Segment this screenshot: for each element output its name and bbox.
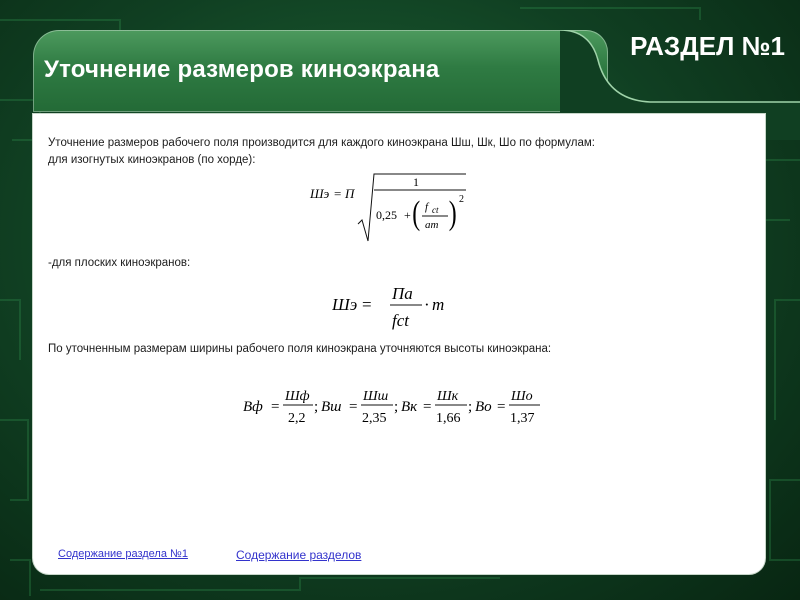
svg-text:Вш: Вш: [321, 399, 342, 415]
svg-text:;: ;: [468, 399, 473, 415]
formula-height-1: [243, 389, 318, 426]
formula-factor: П: [345, 186, 355, 201]
formula-dot: ·: [424, 295, 430, 314]
formula-num-sub: ct: [432, 205, 439, 215]
svg-text:;: ;: [314, 399, 319, 415]
formula-one: 1: [413, 175, 419, 189]
formula-eq: =: [362, 295, 372, 314]
svg-text:=: =: [497, 399, 506, 415]
formula-lhs: Шэ: [332, 295, 358, 314]
svg-text:Шк: Шк: [437, 389, 459, 404]
formula-lhs: Шэ: [310, 186, 330, 201]
svg-text:1,37: 1,37: [510, 411, 535, 426]
svg-text:2,2: 2,2: [288, 411, 306, 426]
formula-den: am: [425, 219, 439, 231]
svg-text:Вк: Вк: [401, 399, 418, 415]
svg-text:;: ;: [394, 399, 399, 415]
svg-text:1,66: 1,66: [436, 411, 461, 426]
formula-height-4: [475, 389, 540, 426]
height-caption: По уточненным размерам ширины рабочего поля киноэкрана уточняются высоты киноэкрана:: [48, 343, 552, 355]
formula-flat-screen: [332, 279, 452, 335]
formula-exp: 2: [459, 194, 464, 205]
svg-text:=: =: [271, 399, 280, 415]
svg-text:Шш: Шш: [363, 389, 389, 404]
flat-caption: -для плоских киноэкранов:: [48, 257, 191, 269]
all-sections-link[interactable]: Содержание разделов: [236, 548, 362, 562]
formula-const: 0,25: [376, 208, 397, 222]
section-contents-link[interactable]: Содержание раздела №1: [58, 548, 188, 560]
formula-paren-left: (: [412, 195, 421, 233]
formula-heights: [243, 386, 543, 428]
svg-text:Вф: Вф: [243, 399, 263, 415]
formula-paren-right: ): [448, 195, 457, 233]
curved-caption: для изогнутых киноэкранов (по хорде):: [48, 154, 256, 166]
svg-text:Шф: Шф: [285, 389, 310, 404]
formula-den: fct: [392, 311, 409, 330]
formula-height-3: [401, 389, 472, 426]
svg-text:=: =: [349, 399, 358, 415]
formula-num: f: [425, 201, 429, 213]
svg-text:Шо: Шо: [511, 389, 533, 404]
formula-eq: =: [334, 186, 342, 201]
svg-text:=: =: [423, 399, 432, 415]
formula-num: Па: [392, 284, 413, 303]
formula-curved-screen: [308, 172, 478, 244]
svg-text:2,35: 2,35: [362, 411, 387, 426]
section-label: РАЗДЕЛ №1: [630, 31, 785, 61]
formula-m: m: [432, 295, 445, 314]
svg-text:Во: Во: [475, 399, 492, 415]
formula-height-2: [321, 389, 398, 426]
formula-plus: +: [404, 208, 411, 222]
slide-title: Уточнение размеров киноэкрана: [44, 56, 440, 83]
intro-text: Уточнение размеров рабочего поля производится для каждого киноэкрана Шш, Шк, Шо по формулам:: [48, 137, 595, 149]
